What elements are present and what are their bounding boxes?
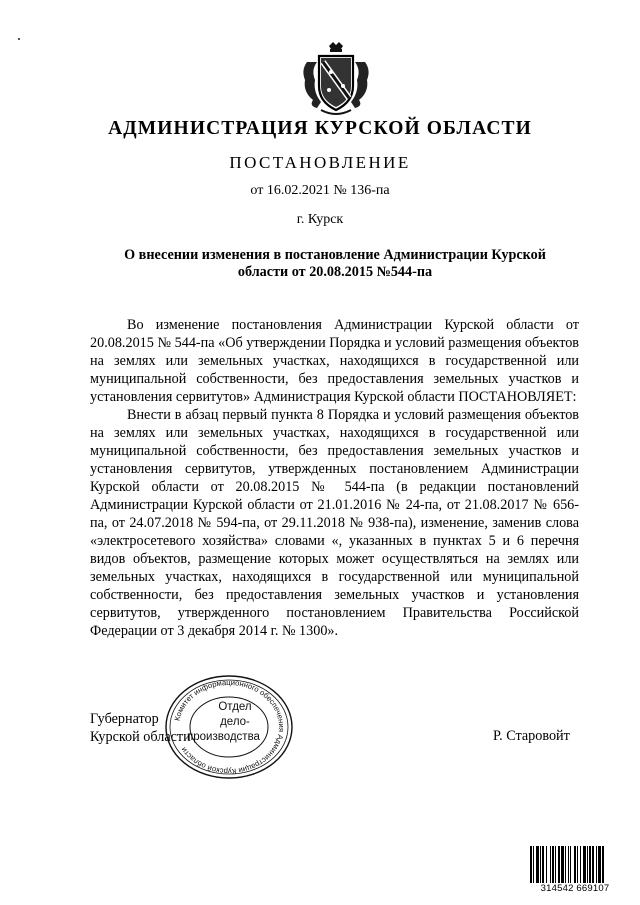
barcode-bar — [530, 846, 532, 884]
barcode-bar — [540, 846, 541, 884]
body-paragraph-1: Во изменение постановления Администрации Курской области от 20.08.2015 № 544-па «Об утверждении Порядка и условий размещения объектов на землях или земельных участках, находящихся в государственной или муниципальной собственности, без предоставления земельных участков и установления сервитутов» Администрация Курской области ПОСТАНОВЛЯЕТ: — [90, 317, 579, 405]
barcode-number: 314542 669107 — [528, 883, 622, 894]
barcode-bar — [587, 846, 588, 884]
barcode-bar — [542, 846, 544, 884]
barcode-bar — [565, 846, 566, 884]
barcode-bar — [583, 846, 586, 884]
barcode-bar — [574, 846, 576, 884]
organization-name: АДМИНИСТРАЦИЯ КУРСКОЙ ОБЛАСТИ — [108, 118, 532, 139]
barcode-bar — [602, 846, 604, 884]
barcode-bar — [555, 846, 556, 884]
document-body — [90, 316, 579, 640]
subject-line-2: области от 20.08.2015 №544-па — [237, 264, 433, 280]
stamp-ring-text: Комитет информационного обеспечения Администрации Курской области — [172, 677, 287, 777]
subject-line-1: О внесении изменения в постановление Администрации Курской — [124, 247, 546, 263]
coat-of-arms-icon — [299, 40, 373, 118]
barcode-bar — [558, 846, 560, 884]
signatory-name: Р. Старовойт — [493, 728, 570, 744]
barcode-bar — [533, 846, 534, 884]
stamp-label — [163, 674, 295, 780]
barcode-bar — [570, 846, 571, 884]
barcode-bar — [577, 846, 578, 884]
body-paragraph-2: Внести в абзац первый пункта 8 Порядка и условий размещения объектов на землях или земельных участках, находящихся в государственной или муниципальной собственности, без предоставления земельных участков и установления сервитутов, утвержденных постановлением Администрации Курской области от 20.08.2015 № 544-па (в редакции постановлений Администрации Курской области от 21.01.2016 № 24-па, от 21.08.2017 № 656-па, от 24.07.2018 № 594-па, от 29.11.2018 № 938-па), изменение, заменив слова «электросетевого хозяйства» словами «, указанных в пунктах 5 и 6 перечня видов объектов, размещение которых может осуществляться на землях или земельных участках, находящихся в государственной или муниципальной собственности, без предоставления земельных участков и установления сервитутов, утвержденного постановлением Правительства Российской Федерации от 3 декабря 2014 г. № 1300». — [90, 407, 579, 639]
barcode-bar — [536, 846, 539, 884]
stamp-line-2: дело- — [220, 716, 250, 728]
barcode-bar — [589, 846, 591, 884]
document-type: ПОСТАНОВЛЕНИЕ — [229, 153, 411, 172]
signatory-title-line-2: Курской области — [90, 729, 191, 745]
document-city: г. Курск — [296, 212, 344, 227]
barcode-bar — [552, 846, 554, 884]
stamp-inner-text — [187, 700, 265, 745]
stamp-line-3: производства — [187, 731, 260, 743]
barcode-bar — [598, 846, 601, 884]
barcode-bar — [596, 846, 597, 884]
barcode-bar — [568, 846, 569, 884]
barcode-bar — [561, 846, 564, 884]
scan-mark — [18, 38, 20, 40]
barcode-bar — [546, 846, 547, 884]
barcode-bar — [550, 846, 551, 884]
stamp-line-1: Отдел — [218, 701, 252, 713]
barcode-bar — [580, 846, 581, 884]
document-date-number: от 16.02.2021 № 136-па — [250, 183, 390, 198]
barcode-bar — [592, 846, 594, 884]
document-subject — [105, 247, 565, 281]
signatory-title-line-1: Губернатор — [90, 711, 159, 727]
